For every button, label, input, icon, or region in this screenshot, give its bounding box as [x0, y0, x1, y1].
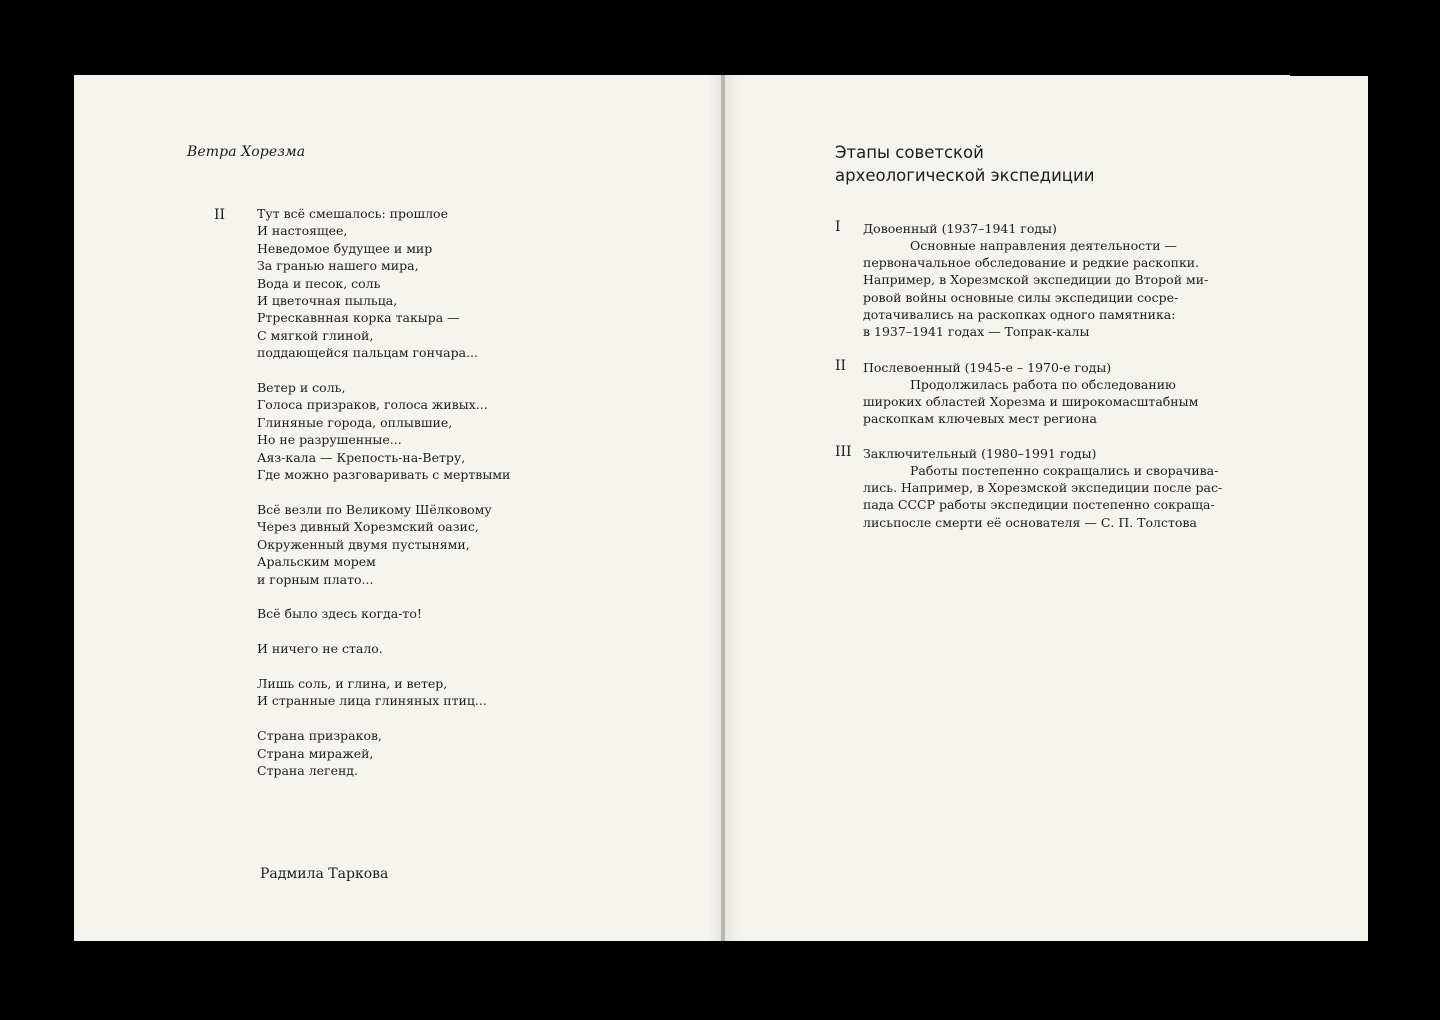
- poem-line: Тут всё смешалось: прошлое: [257, 206, 448, 221]
- poem-part-number: II: [214, 207, 226, 223]
- poem-line: Всё везли по Великому Шёлковому: [257, 501, 492, 517]
- stage-text-line: лисьпосле смерти её основателя — С. П. Толстова: [863, 514, 1197, 530]
- stanza-gap: [257, 483, 557, 500]
- stage-text-line: Работы постепенно сокращались и сворачива-: [910, 463, 1219, 478]
- poem-line: Но не разрушенные...: [257, 432, 402, 448]
- stanza-gap: [257, 623, 557, 640]
- stage-text-line: лись. Например, в Хорезмской экспедиции после рас-: [863, 480, 1223, 496]
- page-corner-mark: [1290, 71, 1368, 76]
- stage-text-line: раскопкам ключевых мест региона: [863, 411, 1097, 427]
- poem-line: Где можно разговаривать с мертвыми: [257, 467, 511, 483]
- poem-line: Глиняные города, оплывшие,: [257, 414, 453, 430]
- gutter-shadow-left: [707, 75, 721, 941]
- poem-line: Страна легенд.: [257, 762, 358, 778]
- stanza-gap: [257, 588, 557, 605]
- poem-line: Всё было здесь когда-то!: [257, 606, 422, 622]
- stage-text-line: дотачивались на раскопках одного памятника:: [863, 306, 1176, 322]
- gutter-shadow-right: [725, 75, 739, 941]
- stage-text-line: в 1937–1941 годах — Топрак-калы: [863, 324, 1090, 340]
- poem-line: И цветочная пыльца,: [257, 293, 398, 309]
- poem-line: Ветер и соль,: [257, 380, 346, 396]
- poem-line: С мягкой глиной,: [257, 327, 374, 343]
- poem-line: и горным плато...: [257, 571, 374, 587]
- running-head: Ветра Хорезма: [187, 144, 306, 160]
- poem-line: Страна призраков,: [257, 728, 382, 744]
- poem-line: Голоса призраков, голоса живых...: [257, 397, 488, 413]
- poem-line: И ничего не стало.: [257, 641, 383, 657]
- stage-text: [863, 376, 1223, 428]
- poem-line: Аяз-кала — Крепость-на-Ветру,: [257, 449, 466, 465]
- stage-text-line: широких областей Хорезма и широкомасштабным: [863, 394, 1199, 410]
- stage-text-line: Продолжилась работа по обследованию: [910, 377, 1176, 392]
- poem-line: Через дивный Хорезмский оазис,: [257, 519, 479, 535]
- poem-author: Радмила Таркова: [260, 866, 389, 882]
- stage-text: [863, 237, 1223, 340]
- stage-text-line: Основные направления деятельности —: [910, 238, 1177, 253]
- stage-text-line: ровой войны основные силы экспедиции сосре-: [863, 289, 1179, 305]
- left-page: [74, 75, 721, 941]
- poem-line: Вода и песок, соль: [257, 275, 381, 291]
- poem-line: поддающейся пальцам гончара...: [257, 345, 479, 361]
- stage-heading: Послевоенный (1945-е – 1970-е годы): [863, 360, 1112, 375]
- poem-text: [257, 205, 557, 779]
- section-title-line: Этапы советской: [835, 143, 984, 162]
- section-title-line: археологической экспедиции: [835, 166, 1095, 185]
- right-page: [725, 75, 1368, 941]
- poem-line: Ртрескавнная корка такыра —: [257, 310, 460, 326]
- poem-line: Неведомое будущее и мир: [257, 240, 433, 256]
- stage-number: III: [835, 444, 852, 460]
- stage-text-line: Например, в Хорезмской экспедиции до Второй ми-: [863, 272, 1209, 288]
- stanza-gap: [257, 710, 557, 727]
- poem-line: За гранью нашего мира,: [257, 258, 419, 274]
- stage-text-line: первоначальное обследование и редкие раскопки.: [863, 255, 1200, 271]
- stage-text: [863, 462, 1223, 531]
- stanza-gap: [257, 362, 557, 379]
- poem-line: Аральским морем: [257, 554, 376, 570]
- stage-text-line: пада СССР работы экспедиции постепенно сокраща-: [863, 497, 1215, 513]
- poem-line: Окруженный двумя пустынями,: [257, 536, 470, 552]
- poem-line: Страна миражей,: [257, 745, 374, 761]
- stage-heading: Довоенный (1937–1941 годы): [863, 221, 1057, 236]
- poem-line: И настоящее,: [257, 223, 348, 239]
- stage-heading: Заключительный (1980–1991 годы): [863, 446, 1097, 461]
- poem-line: И странные лица глиняных птиц...: [257, 693, 487, 709]
- stage-number: I: [835, 219, 841, 235]
- poem-line: Лишь соль, и глина, и ветер,: [257, 675, 448, 691]
- section-title: [835, 141, 1094, 187]
- stage-number: II: [835, 358, 847, 374]
- stanza-gap: [257, 658, 557, 675]
